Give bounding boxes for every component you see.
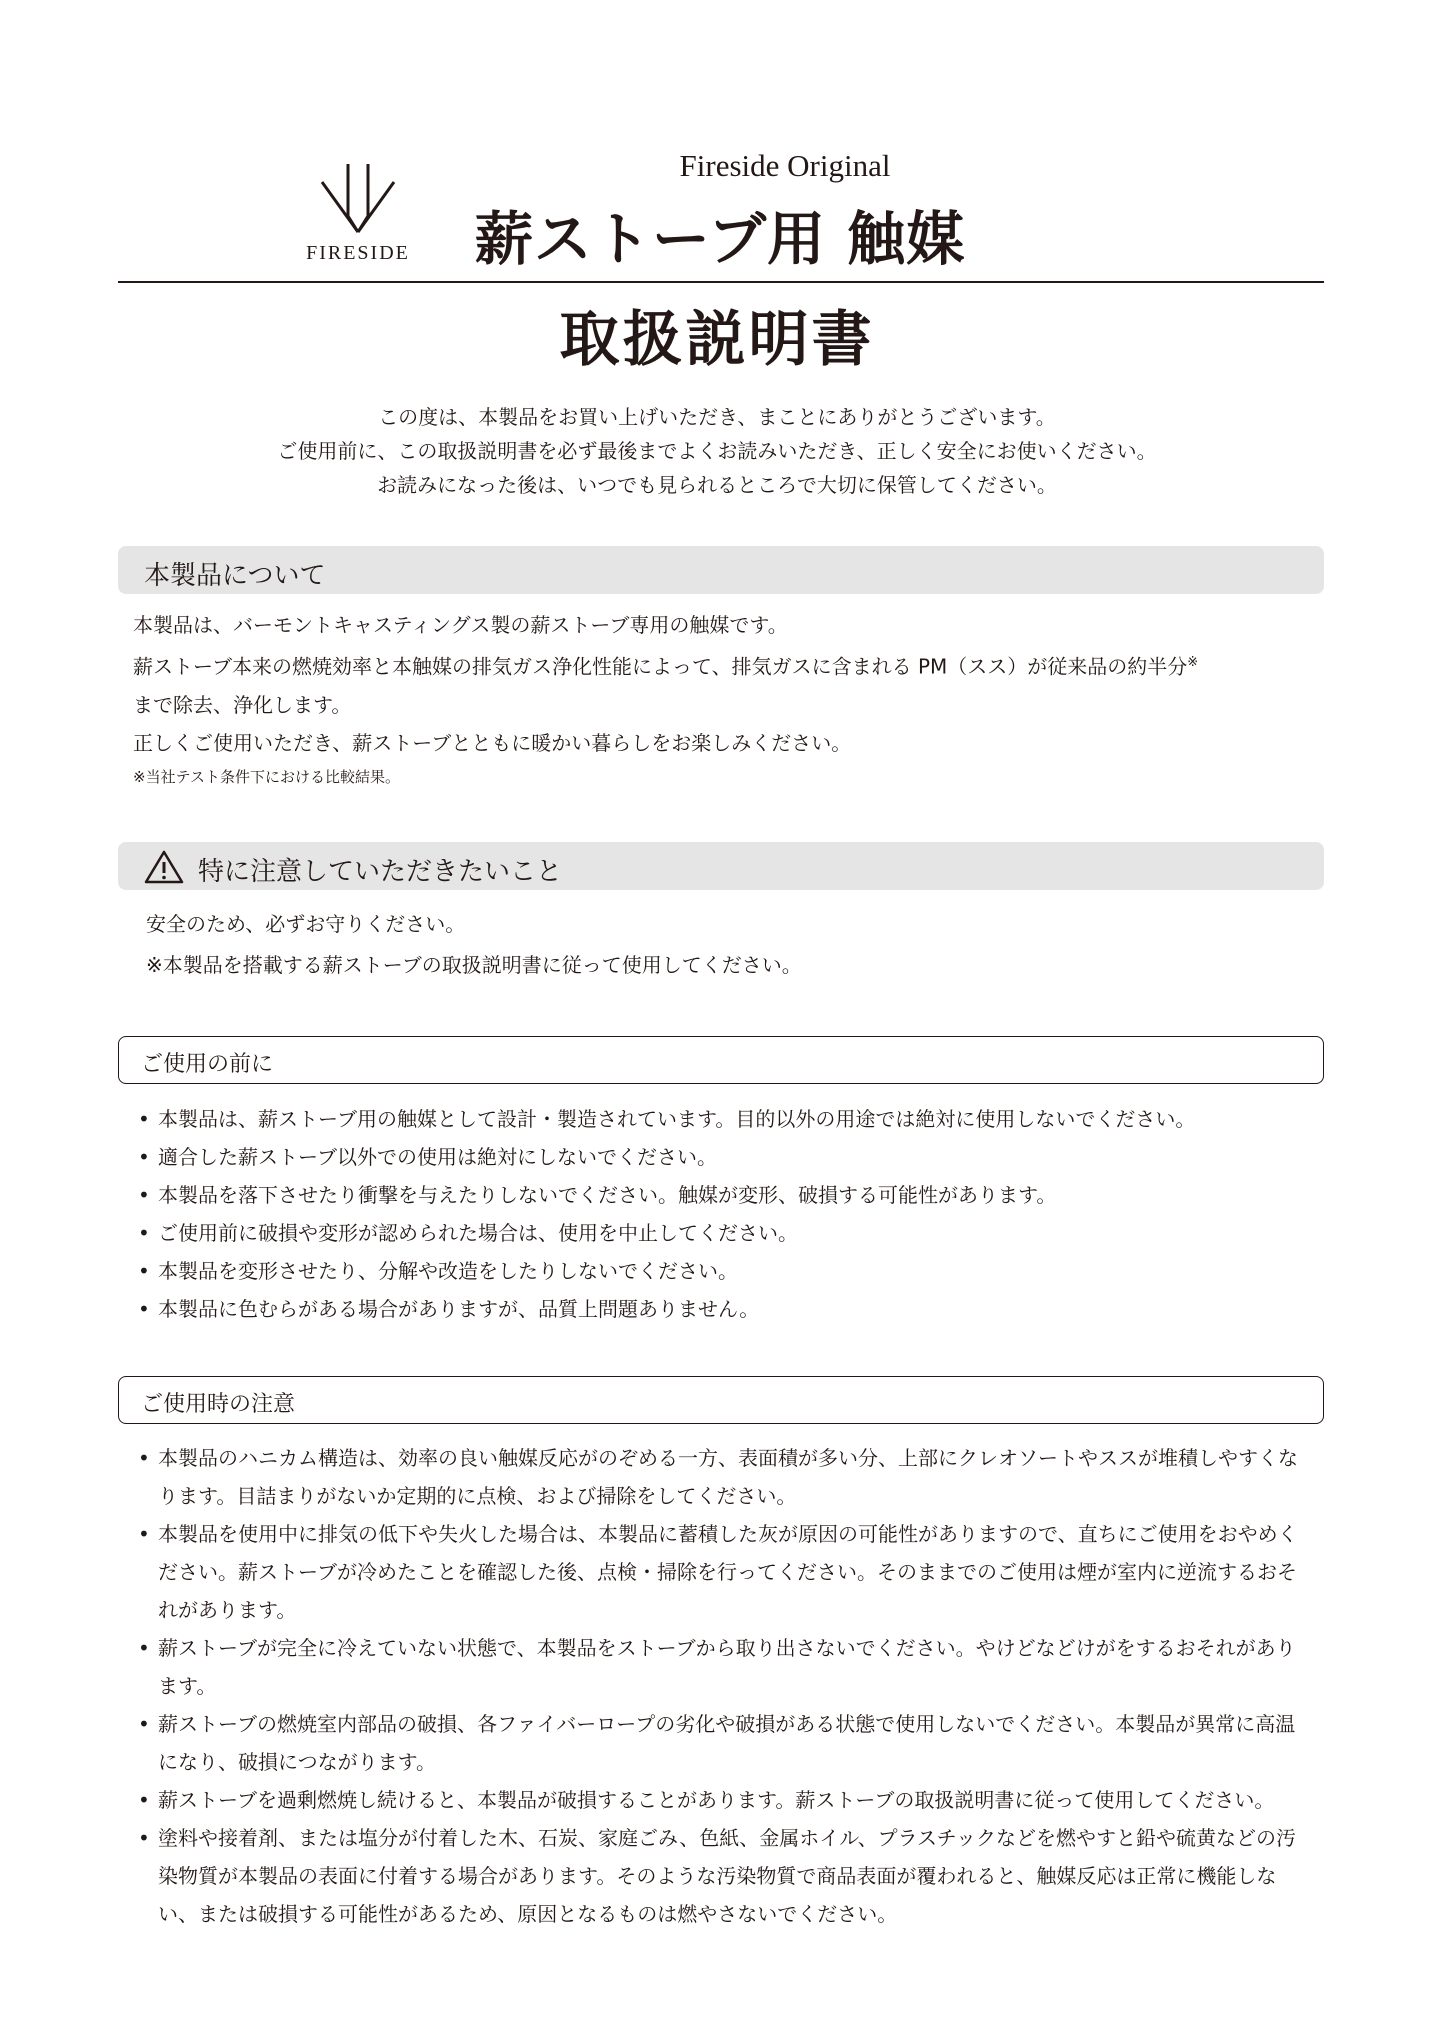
list-item: • 本製品は、薪ストーブ用の触媒として設計・製造されています。目的以外の用途では絶対に使用しないでください。 xyxy=(138,1100,1308,1138)
section-header-about xyxy=(118,546,1324,594)
about-line: まで除去、浄化します。 xyxy=(133,692,352,717)
section-title: ご使用の前に xyxy=(141,1052,274,1077)
section-title: 本製品について xyxy=(144,561,326,591)
list-item: • 本製品のハニカム構造は、効率の良い触媒反応がのぞめる一方、表面積が多い分、上部にクレオソートやススが堆積しやすくなります。目詰まりがないか定期的に点検、および掃除をしてください。 xyxy=(138,1439,1308,1515)
section-title: ご使用時の注意 xyxy=(141,1392,296,1417)
list-item: • 塗料や接着剤、または塩分が付着した木、石炭、家庭ごみ、色紙、金属ホイル、プラスチックなどを燃やすと鉛や硫黄などの汚染物質が本製品の表面に付着する場合があります。そのような汚染物質で商品表面が覆われると、触媒反応は正常に機能しない、または破損する可能性があるため、原因となるものは燃やさないでください。 xyxy=(138,1819,1308,1933)
before-use-list xyxy=(138,1100,1308,1328)
section-header-caution xyxy=(118,842,1324,890)
product-title: 薪ストーブ用 触媒 xyxy=(474,205,966,273)
list-item: • 薪ストーブを過剰燃焼し続けると、本製品が破損することがあります。薪ストーブの取扱説明書に従って使用してください。 xyxy=(138,1781,1308,1819)
list-item: • 本製品を使用中に排気の低下や失火した場合は、本製品に蓄積した灰が原因の可能性がありますので、直ちにご使用をおやめください。薪ストーブが冷めたことを確認した後、点検・掃除を行ってください。そのままでのご使用は煙が室内に逆流するおそれがあります。 xyxy=(138,1515,1308,1629)
list-item: • ご使用前に破損や変形が認められた場合は、使用を中止してください。 xyxy=(138,1214,1308,1252)
caution-line: 安全のため、必ずお守りください。 xyxy=(146,912,466,936)
list-item: • 適合した薪ストーブ以外での使用は絶対にしないでください。 xyxy=(138,1138,1308,1176)
brand-subtitle: Fireside Original xyxy=(679,148,891,183)
list-item: • 本製品を変形させたり、分解や改造をしたりしないでください。 xyxy=(138,1252,1308,1290)
intro-line: ご使用前に、この取扱説明書を必ず最後までよくお読みいただき、正しく安全にお使いください。 xyxy=(277,439,1157,463)
about-line: 正しくご使用いただき、薪ストーブとともに暖かい暮らしをお楽しみください。 xyxy=(133,730,852,755)
section-header-before-use xyxy=(118,1036,1324,1084)
about-footnote: ※当社テスト条件下における比較結果。 xyxy=(133,767,400,786)
list-item: • 薪ストーブが完全に冷えていない状態で、本製品をストーブから取り出さないでください。やけどなどけがをするおそれがあります。 xyxy=(138,1629,1308,1705)
logo-wordmark: FIRESIDE xyxy=(306,242,410,264)
caution-body xyxy=(146,904,1306,986)
about-body xyxy=(133,606,1313,792)
list-item: • 本製品を落下させたり衝撃を与えたりしないでください。触媒が変形、破損する可能性があります。 xyxy=(138,1176,1308,1214)
warning-triangle-icon xyxy=(144,850,184,884)
document-title: 取扱説明書 xyxy=(559,305,875,375)
fireside-flame-logo-icon xyxy=(318,158,398,236)
during-use-list xyxy=(138,1439,1308,1933)
title-divider xyxy=(118,281,1324,283)
list-item: • 本製品に色むらがある場合がありますが、品質上問題ありません。 xyxy=(138,1290,1308,1328)
about-line: 薪ストーブ本来の燃焼効率と本触媒の排気ガス浄化性能によって、排気ガスに含まれる PM（スス）が従来品の約半分※ xyxy=(133,654,1199,679)
section-title: 特に注意していただきたいこと xyxy=(198,857,563,887)
intro-text xyxy=(0,400,1434,502)
list-item: • 薪ストーブの燃焼室内部品の破損、各ファイバーロープの劣化や破損がある状態で使用しないでください。本製品が異常に高温になり、破損につながります。 xyxy=(138,1705,1308,1781)
footnote-mark: ※ xyxy=(1187,655,1199,670)
caution-line: ※本製品を搭載する薪ストーブの取扱説明書に従って使用してください。 xyxy=(146,953,802,977)
section-header-during-use xyxy=(118,1376,1324,1424)
intro-line: お読みになった後は、いつでも見られるところで大切に保管してください。 xyxy=(377,473,1057,497)
intro-line: この度は、本製品をお買い上げいただき、まことにありがとうございます。 xyxy=(378,405,1056,429)
about-line: 本製品は、バーモントキャスティングス製の薪ストーブ専用の触媒です。 xyxy=(133,613,788,637)
fireside-logo xyxy=(292,158,424,268)
